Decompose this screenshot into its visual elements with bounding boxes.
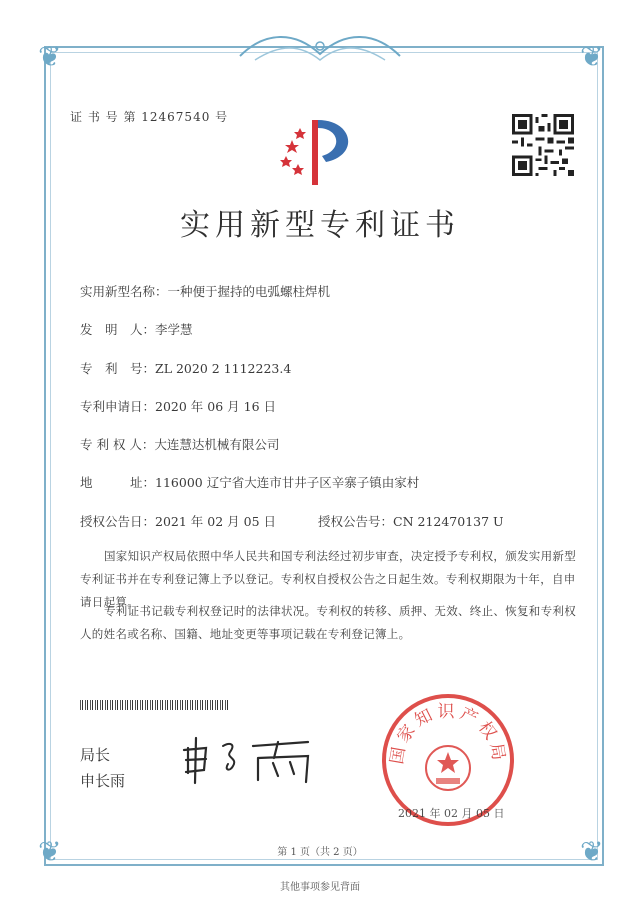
footer-note: 其他事项参见背面 bbox=[280, 882, 360, 893]
corner-ornament-icon: ❦ bbox=[580, 40, 604, 73]
field-label: 专 利 号： bbox=[80, 361, 156, 376]
page-indicator: 第 1 页（共 2 页） bbox=[277, 847, 363, 858]
field-value: 116000 辽宁省大连市甘井子区辛寨子镇由家村 bbox=[155, 475, 420, 490]
certificate-title: 实用新型专利证书 bbox=[180, 208, 460, 243]
field-label: 发 明 人： bbox=[80, 322, 156, 337]
field-utility-model-name bbox=[80, 282, 330, 300]
handwritten-signature-icon bbox=[178, 728, 328, 788]
corner-ornament-icon: ❦ bbox=[38, 835, 62, 868]
qr-code-icon bbox=[512, 114, 574, 176]
barcode-icon bbox=[80, 700, 230, 710]
field-value: 大连慧达机械有限公司 bbox=[154, 437, 280, 452]
corner-ornament-icon: ❦ bbox=[38, 40, 62, 73]
field-inventor bbox=[80, 320, 193, 338]
field-label: 专利申请日： bbox=[80, 399, 156, 414]
field-value: 2021 年 02 月 05 日 bbox=[155, 514, 277, 529]
seal-text: 国家知识产权局 bbox=[387, 702, 509, 766]
field-value: 一种便于握持的电弧螺柱焊机 bbox=[167, 284, 331, 299]
field-value: ZL 2020 2 1112223.4 bbox=[155, 361, 292, 376]
paragraph-legal-status: 专利证书记载专利权登记时的法律状况。专利权的转移、质押、无效、终止、恢复和专利权人的姓名或名称、国籍、地址变更等事项记载在专利登记簿上。 bbox=[80, 604, 576, 641]
cnipa-logo-icon bbox=[278, 110, 362, 190]
director-name: 申长雨 bbox=[80, 772, 126, 790]
director-title: 局长 bbox=[80, 746, 111, 764]
field-value: 2020 年 06 月 16 日 bbox=[155, 399, 277, 414]
field-label: 授权公告日： bbox=[80, 514, 156, 529]
field-label: 实用新型名称： bbox=[80, 284, 168, 299]
certificate-number: 证 书 号 第 12467540 号 bbox=[70, 110, 229, 124]
field-value: 李学慧 bbox=[155, 322, 193, 337]
field-application-date bbox=[80, 397, 276, 415]
field-label: 地 址： bbox=[80, 475, 156, 490]
field-value: CN 212470137 U bbox=[393, 514, 504, 529]
field-patent-number bbox=[80, 359, 291, 377]
field-label: 授权公告号： bbox=[318, 514, 394, 529]
seal-date: 2021 年 02 月 05 日 bbox=[398, 807, 505, 820]
corner-ornament-icon: ❦ bbox=[580, 835, 604, 868]
field-patentee bbox=[80, 435, 279, 453]
top-ornament-icon bbox=[235, 26, 405, 66]
paragraph-grant-statement: 国家知识产权局依照中华人民共和国专利法经过初步审查，决定授予专利权，颁发实用新型专利证书并在专利登记簿上予以登记。专利权自授权公告之日起生效。专利权期限为十年，自申请日起算。 bbox=[80, 549, 576, 609]
field-address bbox=[80, 473, 419, 491]
field-label: 专 利 权 人： bbox=[80, 437, 155, 452]
field-grant-date bbox=[80, 512, 276, 530]
field-grant-number bbox=[318, 512, 504, 530]
